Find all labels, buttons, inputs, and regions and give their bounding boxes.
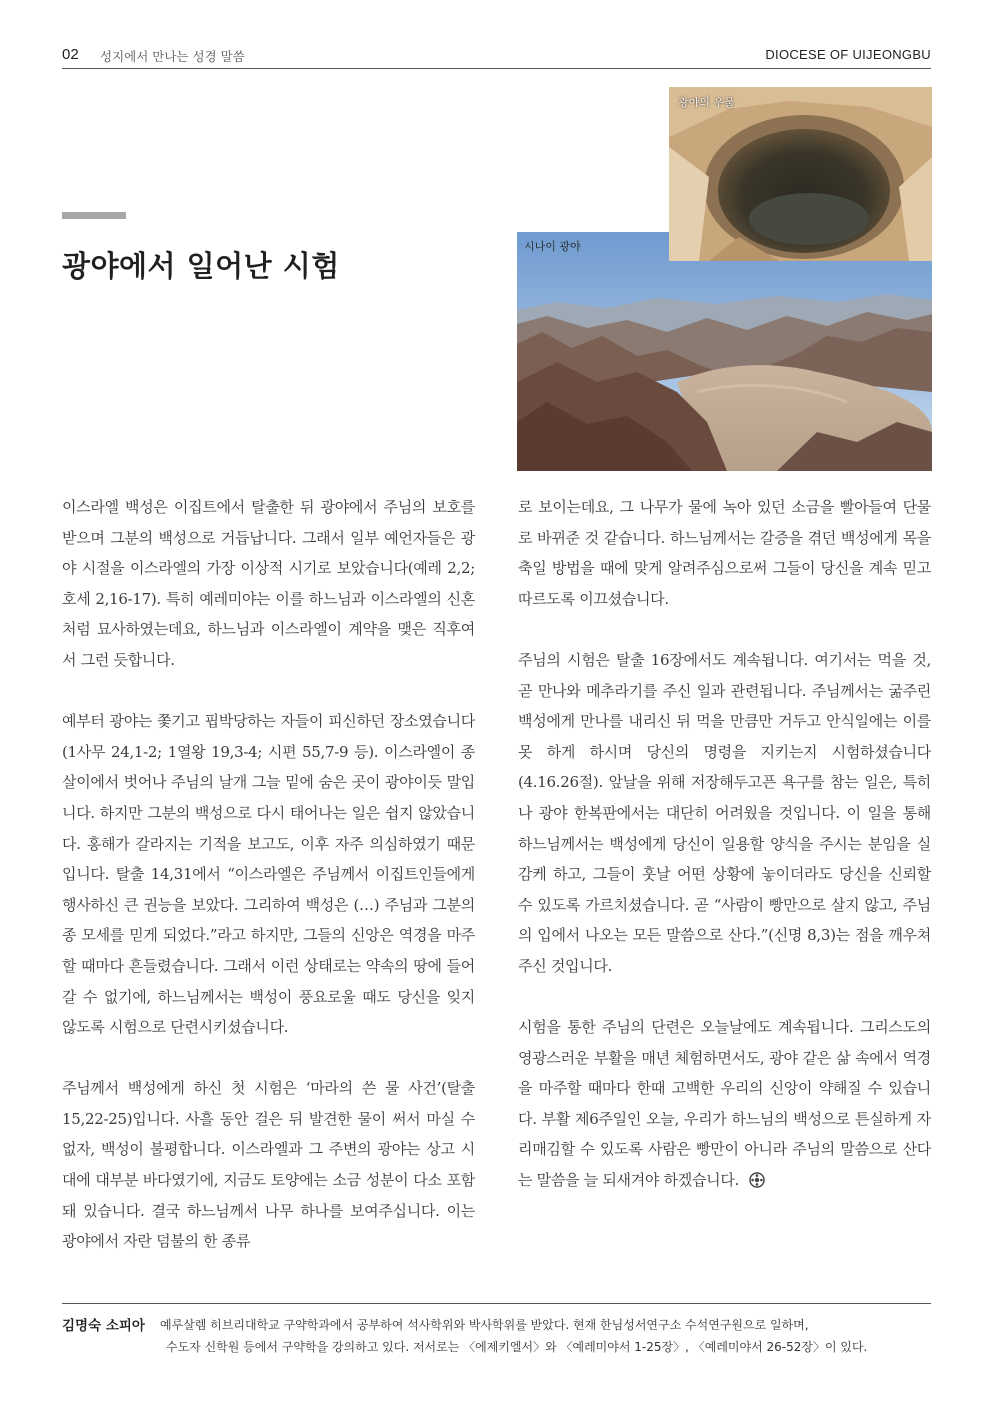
paragraph-last (518, 1012, 931, 1196)
end-mark-icon (749, 1172, 765, 1188)
sinai-desert-illustration (517, 232, 932, 471)
desert-well-illustration (669, 87, 932, 261)
body-column-right (518, 492, 931, 1226)
well-photo-caption: 광야의 우물 (678, 96, 735, 109)
page-number: 02 (62, 46, 79, 63)
paragraph: 로 보이는데요, 그 나무가 물에 녹아 있던 소금을 빨아들여 단물로 바뀌준 것 같습니다. 하느님께서는 갈증을 겪던 백성에게 목을 축일 방법을 때에 맞게 알려주심으로써 그들이 당신을 계속 믿고 따르도록 이끄셨습니다. (518, 498, 931, 608)
title-accent-bar (62, 212, 126, 219)
page-header (62, 44, 931, 69)
series-title: 성지에서 만나는 성경 말씀 (100, 49, 245, 64)
author-bio-text (160, 1314, 920, 1358)
author-bio (62, 1303, 931, 1354)
paragraph: 주님의 시험은 탈출 16장에서도 계속됩니다. 여기서는 먹을 것, 곧 만나와 메추라기를 주신 일과 관련됩니다. 주님께서는 굶주린 백성에게 만나를 내리신 뒤 먹을 만큼만 거두고 안식일에는 이를 못 하게 하시며 당신의 명령을 지키는지 시험하셨습니다(4.16.26절). 앞날을 위해 저장해두고픈 욕구를 참는 일은, 특히나 광야 한복판에서는 대단히 어려웠을 것입니다. 이 일을 통해 하느님께서는 백성에게 당신이 일용할 양식을 주시는 분임을 실감케 하고, 그들이 훗날 어떤 상황에 놓이더라도 당신을 신뢰할 수 있도록 가르치셨습니다. 곧 “사람이 빵만으로 살지 않고, 주님의 입에서 나오는 모든 말씀으로 산다.”(신명 8,3)는 점을 깨우쳐주신 것입니다. (518, 650, 931, 975)
author-bio-line-2: 수도자 신학원 등에서 구약학을 강의하고 있다. 저서로는 〈에제키엘서〉와 〈예레미야서 1-25장〉, 〈예레미야서 26-52장〉이 있다. (166, 1340, 868, 1354)
desert-well-photo (669, 87, 932, 261)
diocese-name: DIOCESE OF UIJEONGBU (765, 47, 931, 62)
article-title: 광야에서 일어난 시험 (62, 249, 340, 283)
paragraph-last-text: 시험을 통한 주님의 단련은 오늘날에도 계속됩니다. 그리스도의 영광스러운 부활을 매년 체험하면서도, 광야 같은 삶 속에서 역경을 마주할 때마다 한때 고백한 우리의 신앙이 약해질 수 있습니다. 부활 제6주일인 오늘, 우리가 하느님의 백성으로 튼실하게 자리매김할 수 있도록 사람은 빵만이 아니라 주님의 말씀으로 산다는 말씀을 늘 되새겨야 하겠습니다. (518, 1018, 931, 1190)
paragraph: 이스라엘 백성은 이집트에서 탈출한 뒤 광야에서 주님의 보호를 받으며 그분의 백성으로 거듭납니다. 그래서 일부 예언자들은 광야 시절을 이스라엘의 가장 이상적 시기로 보았습니다(예레 2,2; 호세 2,16-17). 특히 예레미야는 이를 하느님과 이스라엘의 신혼처럼 묘사하였는데요, 하느님과 이스라엘이 계약을 맺은 직후여서 그런 듯합니다. (62, 498, 475, 669)
sinai-photo-caption: 시나이 광야 (524, 240, 581, 253)
author-bio-line-1: 예루살렘 히브리대학교 구약학과에서 공부하여 석사학위와 박사학위를 받았다. 현재 한님성서연구소 수석연구원으로 일하며, (160, 1318, 809, 1332)
author-name: 김명숙 소피아 (62, 1318, 145, 1334)
sinai-desert-photo (517, 232, 932, 471)
body-column-left (62, 492, 475, 1287)
paragraph: 예부터 광야는 쫓기고 핍박당하는 자들이 피신하던 장소였습니다(1사무 24,1-2; 1열왕 19,3-4; 시편 55,7-9 등). 이스라엘이 종살이에서 벗어나 주님의 날개 그늘 밑에 숨은 곳이 광야이듯 말입니다. 하지만 그분의 백성으로 다시 태어나는 일은 쉽지 않았습니다. 홍해가 갈라지는 기적을 보고도, 이후 자주 의심하였기 때문입니다. 탈출 14,31에서 “이스라엘은 주님께서 이집트인들에게 행사하신 큰 권능을 보았다. 그리하여 백성은 (…) 주님과 그분의 종 모세를 믿게 되었다.”라고 하지만, 그들의 신앙은 역경을 마주할 때마다 흔들렸습니다. 그래서 이런 상태로는 약속의 땅에 들어갈 수 없기에, 하느님께서는 백성이 풍요로울 때도 당신을 잊지 않도록 시험으로 단련시키셨습니다. (62, 712, 475, 1037)
paragraph: 주님께서 백성에게 하신 첫 시험은 ‘마라의 쓴 물 사건’(탈출 15,22-25)입니다. 사흘 동안 걸은 뒤 발견한 물이 써서 마실 수 없자, 백성이 불평합니다. 이스라엘과 그 주변의 광야는 상고 시대에 대부분 바다였기에, 지금도 토양에는 소금 성분이 다소 포함돼 있습니다. 결국 하느님께서 나무 하나를 보여주십니다. 이는 광야에서 자란 덤불의 한 종류 (62, 1079, 475, 1251)
